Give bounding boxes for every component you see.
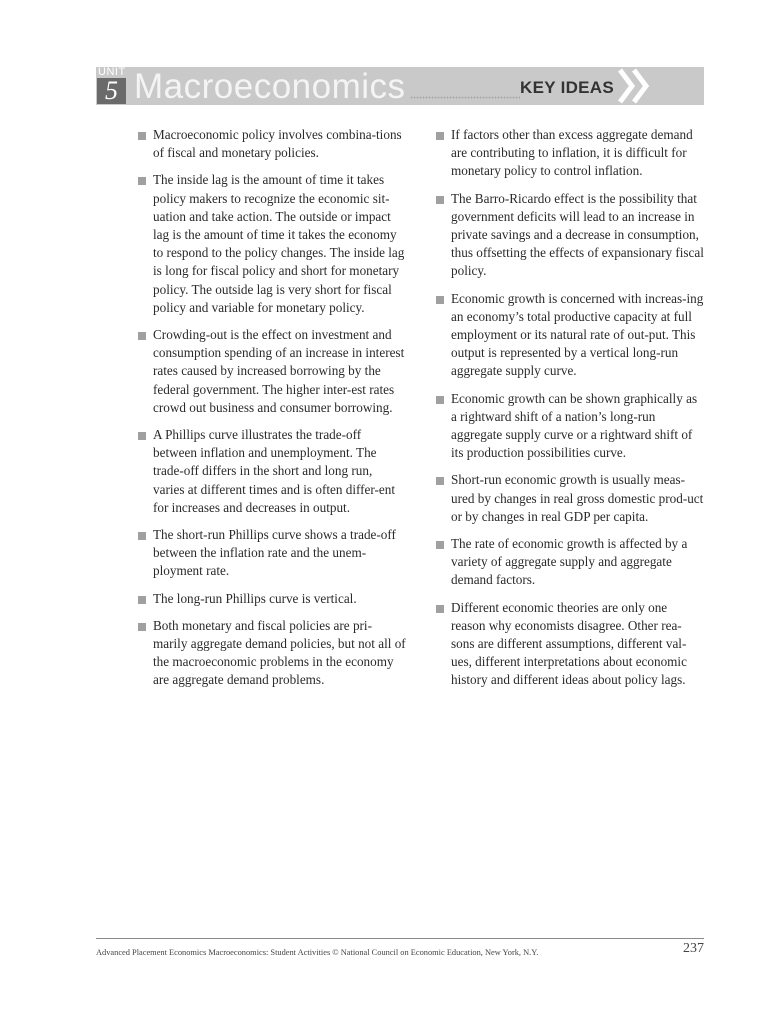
key-idea-text: Economic growth is concerned with increas-ing an economy’s total productive capacity at full employment or its natural rate of out-put. This output is represented by a vertical long-run aggregate supply curve. <box>451 290 704 379</box>
bullet-square-icon <box>138 132 146 140</box>
bullet-square-icon <box>436 605 444 613</box>
key-idea-text: Both monetary and fiscal policies are pri-marily aggregate demand policies, but not all of the macroeconomic problems in the economy are aggregate demand problems. <box>153 617 406 688</box>
unit-title: Macroeconomics <box>134 67 406 106</box>
bullet-square-icon <box>436 132 444 140</box>
footer-divider <box>96 938 704 939</box>
bullet-square-icon <box>138 532 146 540</box>
double-chevron-right-icon <box>618 67 654 105</box>
bullet-square-icon <box>138 596 146 604</box>
section-heading: KEY IDEAS <box>520 78 615 97</box>
key-idea-text: The Barro-Ricardo effect is the possibility that government deficits will lead to an increase in private savings and a decrease in consumption, thus offsetting the effects of expansionary fiscal policy. <box>451 190 704 279</box>
key-idea-text: Economic growth can be shown graphically as a rightward shift of a nation’s long-run aggregate supply curve or a rightward shift of its production possibilities curve. <box>451 390 698 461</box>
bullet-square-icon <box>436 296 444 304</box>
key-idea-item <box>436 471 704 526</box>
key-idea-item <box>436 290 704 381</box>
key-idea-text: Short-run economic growth is usually meas-ured by changes in real gross domestic prod-uct or by changes in real GDP per capita. <box>451 472 704 524</box>
key-idea-item <box>436 599 704 690</box>
key-idea-text: The rate of economic growth is affected by a variety of aggregate supply and aggregate demand factors. <box>451 536 688 588</box>
bullet-square-icon <box>436 196 444 204</box>
unit-number: 5 <box>97 78 126 104</box>
key-idea-item <box>138 426 406 517</box>
key-idea-item <box>436 126 704 181</box>
key-idea-item <box>138 617 406 690</box>
page-number: 237 <box>683 941 704 956</box>
key-idea-item <box>436 190 704 281</box>
key-idea-item <box>138 126 406 162</box>
bullet-square-icon <box>436 477 444 485</box>
key-idea-item <box>138 526 406 581</box>
key-idea-item <box>436 535 704 590</box>
bullet-square-icon <box>138 332 146 340</box>
bullet-square-icon <box>436 541 444 549</box>
key-idea-text: Macroeconomic policy involves combina-tions of fiscal and monetary policies. <box>153 127 402 161</box>
bullet-square-icon <box>138 177 146 185</box>
unit-label: UNIT <box>98 66 126 78</box>
key-idea-text: A Phillips curve illustrates the trade-off between inflation and unemployment. The trade-off differs in the short and long run, varies at different times and is often differ-ent for increases and decreases in output. <box>153 427 396 515</box>
bullet-square-icon <box>138 623 146 631</box>
footer-copyright: Advanced Placement Economics Macroeconomics: Student Activities © National Council on Economic Education, New York, N.Y. <box>96 948 539 957</box>
banner-dot-pattern <box>410 96 520 99</box>
key-idea-text: The short-run Phillips curve shows a trade-off between the inflation rate and the unem-ployment rate. <box>153 527 396 579</box>
key-idea-item <box>138 590 406 608</box>
key-idea-text: The long-run Phillips curve is vertical. <box>153 590 357 606</box>
key-idea-item <box>138 326 406 417</box>
key-idea-text: The inside lag is the amount of time it takes policy makers to recognize the economic sit-uation and take action. The outside or impact lag is the amount of time it takes the economy to respond to the policy changes. The inside lag is long for fiscal policy and short for monetary policy. The outside lag is very short for fiscal policy and variable for monetary policy. <box>153 172 405 315</box>
key-idea-text: Different economic theories are only one reason why economists disagree. Other rea-sons are different assumptions, different val-ues, different interpretations about economic history and different ideas about policy lags. <box>451 599 687 688</box>
left-column <box>138 126 406 699</box>
bullet-square-icon <box>138 432 146 440</box>
key-idea-text: If factors other than excess aggregate demand are contributing to inflation, it is difficult for monetary policy to control inflation. <box>451 127 693 179</box>
right-column <box>436 126 704 699</box>
bullet-square-icon <box>436 396 444 404</box>
key-idea-item <box>436 390 704 463</box>
key-idea-item <box>138 171 406 317</box>
key-idea-text: Crowding-out is the effect on investment and consumption spending of an increase in interest rates caused by increased borrowing by the federal government. The higher inter-est rates crowd out business and consumer borrowing. <box>153 327 405 415</box>
